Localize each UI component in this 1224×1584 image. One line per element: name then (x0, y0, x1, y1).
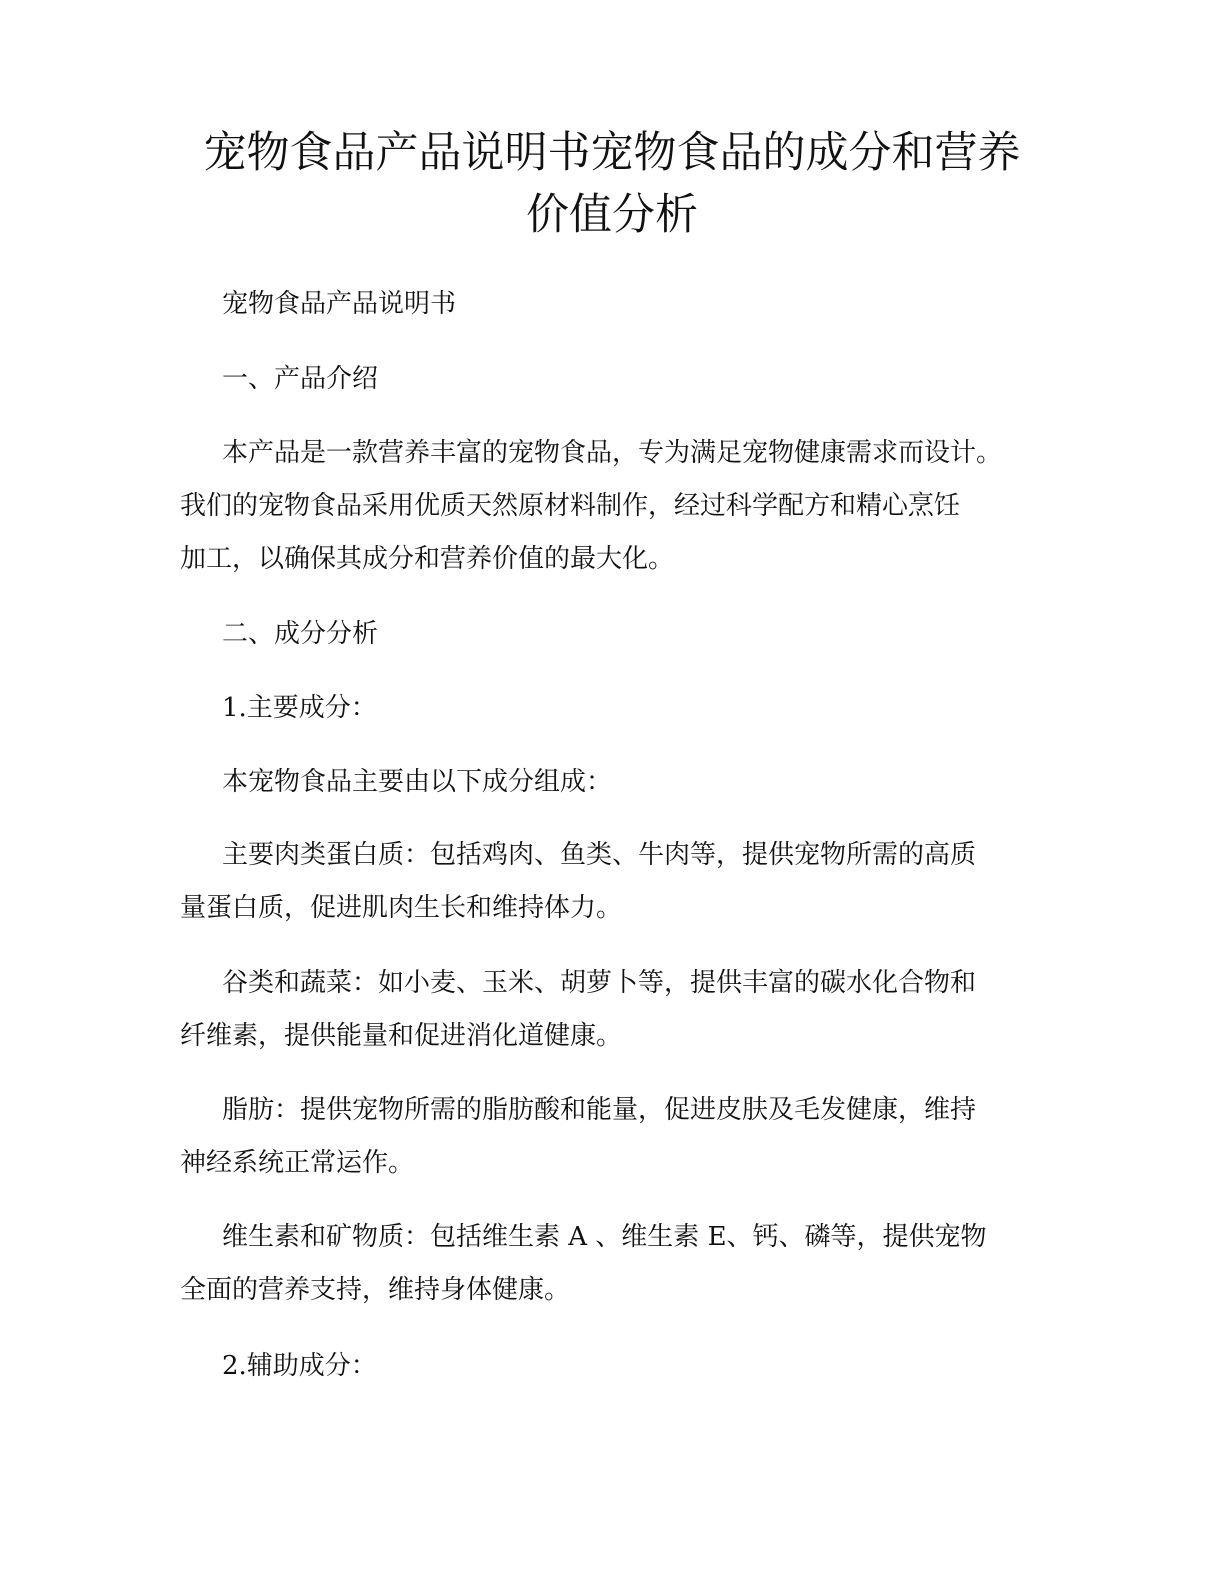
subheading-auxiliary-ingredients (180, 1340, 1060, 1393)
heading-line: 2.辅助成分： (222, 1351, 377, 1381)
title-line-2: 价值分析 (526, 190, 698, 240)
subtitle-paragraph (180, 278, 1060, 331)
paragraph-line: 加工，以确保其成分和营养价值的最大化。 (180, 544, 675, 574)
paragraph-line: 全面的营养支持，维持身体健康。 (180, 1275, 571, 1305)
paragraph-line: 纤维素，提供能量和促进消化道健康。 (180, 1021, 623, 1051)
vitamins-paragraph (180, 1211, 1060, 1317)
grains-paragraph (180, 957, 1060, 1063)
paragraph-line: 我们的宠物食品采用优质天然原材料制作，经过科学配方和精心烹饪 (180, 491, 961, 521)
paragraph-line: 神经系统正常运作。 (180, 1148, 415, 1178)
paragraph-line: 维生素和矿物质：包括维生素 A 、维生素 E、钙、磷等，提供宠物 (222, 1222, 987, 1252)
paragraph-line: 本产品是一款营养丰富的宠物食品，专为满足宠物健康需求而设计。 (222, 438, 1003, 468)
section-heading-intro (180, 353, 1060, 406)
paragraph-line: 谷类和蔬菜：如小麦、玉米、胡萝卜等，提供丰富的碳水化合物和 (222, 968, 977, 998)
title-line-1: 宠物食品产品说明书宠物食品的成分和营养 (203, 128, 1021, 178)
paragraph-line: 本宠物食品主要由以下成分组成： (222, 767, 613, 797)
paragraph-line: 主要肉类蛋白质：包括鸡肉、鱼类、牛肉等，提供宠物所需的高质 (222, 840, 977, 870)
subheading-main-ingredients (180, 682, 1060, 735)
heading-line: 一、产品介绍 (222, 364, 379, 394)
ingredients-lead-paragraph (180, 756, 1060, 809)
protein-paragraph (180, 829, 1060, 935)
paragraph-line: 量蛋白质，促进肌肉生长和维持体力。 (180, 893, 623, 923)
heading-line: 二、成分分析 (222, 619, 379, 649)
paragraph-line: 脂肪：提供宠物所需的脂肪酸和能量，促进皮肤及毛发健康，维持 (222, 1095, 977, 1125)
heading-line: 1.主要成分： (222, 693, 377, 723)
document-title (150, 122, 1074, 246)
intro-paragraph (180, 427, 1060, 586)
section-heading-ingredients (180, 608, 1060, 661)
fat-paragraph (180, 1084, 1060, 1190)
paragraph-line: 宠物食品产品说明书 (222, 289, 457, 319)
